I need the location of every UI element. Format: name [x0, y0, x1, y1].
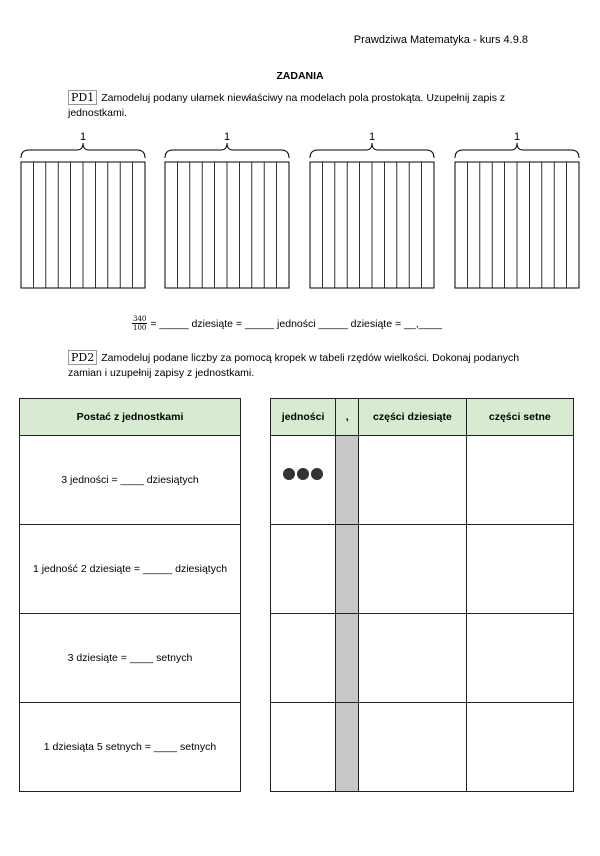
brace: [310, 143, 434, 158]
ones-cell[interactable]: [271, 703, 336, 792]
task-pd1-text: Zamodeluj podany ułamek niewłaściwy na modelach pola prostokąta. Uzupełnij zapis z jednostkami.: [68, 92, 506, 119]
unit-label: 1: [513, 131, 521, 143]
units-row-4: 1 dziesiąta 5 setnych = ____ setnych: [20, 703, 241, 792]
brace: [165, 143, 289, 158]
dot: [283, 468, 295, 480]
course-header: Prawdziwa Matematyka - kurs 4.9.8: [353, 34, 528, 46]
comma-cell: [336, 703, 359, 792]
col-hundredths-header: części setne: [466, 399, 573, 436]
dot: [297, 468, 309, 480]
place-value-table: [270, 398, 574, 792]
task-pd1-instructions: [68, 90, 528, 121]
brace: [455, 143, 579, 158]
unit-label: 1: [368, 131, 376, 143]
tenths-cell[interactable]: [359, 436, 466, 525]
units-table: [19, 398, 241, 792]
page-title: ZADANIA: [276, 70, 324, 82]
ones-cell[interactable]: [271, 614, 336, 703]
equation-text: = _____ dziesiąte = _____ jedności _____ dziesiąte = __,____: [150, 317, 442, 330]
hundredths-cell[interactable]: [466, 525, 573, 614]
comma-cell: [336, 614, 359, 703]
dot: [311, 468, 323, 480]
area-model-1[interactable]: [21, 131, 145, 288]
units-row-3: 3 dziesiąte = ____ setnych: [20, 614, 241, 703]
hundredths-cell[interactable]: [466, 703, 573, 792]
units-row-1: 3 jedności = ____ dziesiątych: [20, 436, 241, 525]
fraction-equation: [132, 315, 442, 332]
comma-cell: [336, 525, 359, 614]
ones-cell[interactable]: [271, 525, 336, 614]
col-ones-header: jedności: [271, 399, 336, 436]
tenths-cell[interactable]: [359, 525, 466, 614]
unit-label: 1: [79, 131, 87, 143]
area-model-2[interactable]: [165, 131, 289, 288]
task-pd2-text: Zamodeluj podane liczby za pomocą kropek w tabeli rzędów wielkości. Dokonaj podanych zamian i uzupełnij zapisy z jednostkami.: [68, 352, 520, 379]
hundredths-cell[interactable]: [466, 436, 573, 525]
brace: [21, 143, 145, 158]
fraction-numerator: 340: [133, 315, 147, 323]
units-row-2: 1 jedność 2 dziesiąte = _____ dziesiątych: [20, 525, 241, 614]
task-pd2-instructions: [68, 350, 528, 381]
comma-cell: [336, 436, 359, 525]
ones-cell[interactable]: [271, 436, 336, 525]
area-model-4[interactable]: [455, 131, 579, 288]
task-pd2-label: PD2: [68, 350, 97, 365]
fraction-340-100: [132, 315, 147, 332]
col-tenths-header: części dziesiąte: [359, 399, 466, 436]
tenths-cell[interactable]: [359, 614, 466, 703]
hundredths-cell[interactable]: [466, 614, 573, 703]
area-models: [0, 128, 600, 293]
fraction-denominator: 100: [133, 324, 147, 332]
units-table-header: Postać z jednostkami: [20, 399, 241, 436]
col-comma-header: ,: [336, 399, 359, 436]
dot-group: [282, 468, 324, 483]
area-model-3[interactable]: [310, 131, 434, 288]
unit-label: 1: [223, 131, 231, 143]
task-pd1-label: PD1: [68, 90, 97, 105]
tenths-cell[interactable]: [359, 703, 466, 792]
